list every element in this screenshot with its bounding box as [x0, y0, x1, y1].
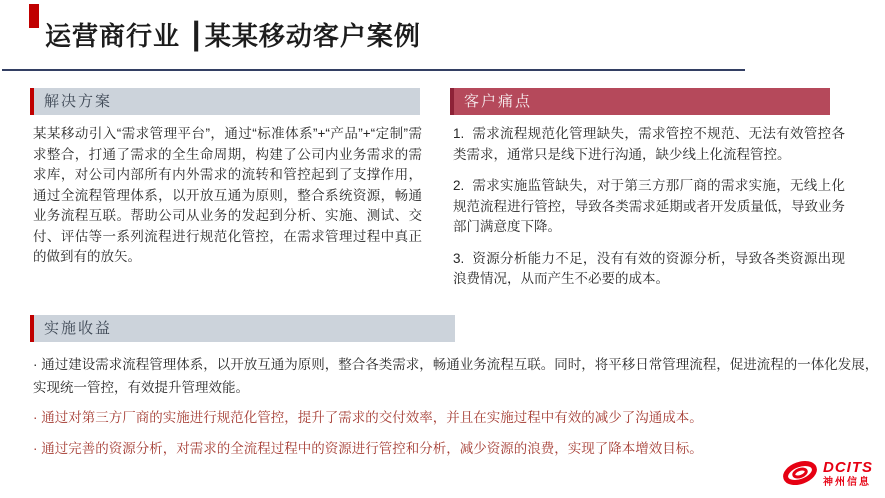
top-accent-bar — [29, 4, 39, 28]
benefit-bullet-list — [33, 354, 883, 460]
pain-header — [450, 88, 830, 115]
benefit-header — [30, 315, 455, 342]
dcits-swirl-icon — [781, 458, 823, 493]
benefit-heading: 实施收益 — [44, 320, 113, 337]
pain-item: 2. 需求实施监管缺失，对于第三方那厂商的需求实施，无线上化规范流程进行管控，导致各类需求延期或者开发质量低，导致业务部门满意度下降。 — [453, 178, 845, 234]
title-divider — [2, 69, 745, 71]
pain-heading: 客户痛点 — [464, 93, 533, 110]
pain-item-list — [453, 124, 845, 290]
solution-section — [30, 88, 422, 268]
solution-body: 某某移动引入“需求管理平台”，通过“标准体系”+“产品”+“定制”需求整合，打通了需求的全生命周期，构建了公司内业务需求的需求库，对公司内部所有内外需求的流转和管控起到了支撑作用，通过全流程管理体系，以开放互通为原则，整合系统资源，畅通业务流程互联。帮助公司从业务的发起到分析、实施、测试、交付、评估等一系列流程进行规范化管控，在需求管理过程中真正的做到有的放矢。 — [33, 126, 422, 264]
benefit-section — [30, 315, 882, 468]
logo-text-block — [823, 460, 873, 488]
page-title: 运营商行业 ┃某某移动客户案例 — [45, 21, 421, 51]
pain-item: 1. 需求流程规范化管理缺失，需求管控不规范、无法有效管控各类需求，通常只是线下进行沟通，缺少线上化流程管控。 — [453, 126, 845, 162]
benefit-bullet: · 通过对第三方厂商的实施进行规范化管控，提升了需求的交付效率，并且在实施过程中有效的减少了沟通成本。 — [33, 410, 703, 425]
pain-section — [450, 88, 845, 290]
pain-item: 3. 资源分析能力不足，没有有效的资源分析，导致各类资源出现浪费情况，从而产生不必要的成本。 — [453, 250, 845, 286]
solution-header — [30, 88, 420, 115]
solution-heading: 解决方案 — [44, 93, 113, 110]
dcits-logo — [781, 458, 873, 493]
logo-company-text: 神州信息 — [823, 477, 871, 488]
benefit-bullet: · 通过建设需求流程管理体系，以开放互通为原则，整合各类需求，畅通业务流程互联。同时，将平移日常管理流程，促进流程的一体化发展，实现统一管控，有效提升管理效能。 — [33, 357, 879, 395]
benefit-bullet: · 通过完善的资源分析，对需求的全流程过程中的资源进行管控和分析，减少资源的浪费，实现了降本增效目标。 — [33, 440, 703, 456]
logo-brand-text: DCITS — [823, 459, 873, 476]
